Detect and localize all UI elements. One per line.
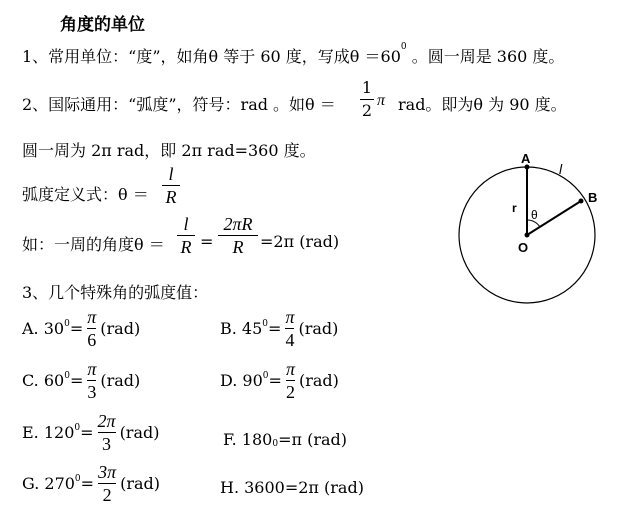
fraction-bar xyxy=(98,483,116,484)
fraction-numerator: π xyxy=(285,359,295,379)
angle-label: F. 180 xyxy=(223,429,273,449)
circle-diagram xyxy=(455,148,625,318)
fraction-denominator: R xyxy=(165,187,177,207)
angle-fraction xyxy=(98,411,116,454)
label-r: r xyxy=(512,201,517,215)
example-fraction-1 xyxy=(177,214,195,257)
fraction-numerator: 1 xyxy=(361,78,373,97)
angle-label: D. 90 xyxy=(220,371,263,390)
rad-unit: (rad) xyxy=(100,319,141,338)
fraction-denominator: 2 xyxy=(285,382,295,402)
angle-item xyxy=(220,307,338,350)
angle-item xyxy=(22,359,140,402)
fraction-bar xyxy=(162,185,180,186)
angle-fraction xyxy=(286,359,295,402)
fraction-bar xyxy=(98,432,116,433)
angle-label: B. 45 xyxy=(220,319,263,338)
item-1-text: 1、常用单位：“度”，如角θ 等于 60 度，写成θ ＝60 xyxy=(22,47,401,66)
item-3-text: 圆一周为 2π rad，即 2π rad=360 度。 xyxy=(22,141,316,160)
equals-sign: = xyxy=(69,319,84,338)
angle-label: E. 120 xyxy=(22,423,75,442)
angle-fraction xyxy=(98,462,116,505)
angle-label: A. 30 xyxy=(22,319,65,338)
degree-sup: 0 xyxy=(262,371,269,381)
fraction-denominator: 2 xyxy=(102,485,112,505)
degree-sup: 0 xyxy=(74,423,81,433)
fraction-denominator: R xyxy=(232,237,244,257)
section-3-heading: 3、几个特殊角的弧度值： xyxy=(22,283,209,302)
example-fraction-2 xyxy=(218,214,258,257)
equals-sign: = xyxy=(80,474,95,493)
definition-pre: 弧度定义式：θ ＝ xyxy=(22,185,149,204)
angle-fraction xyxy=(285,307,294,350)
rad-unit: (rad) xyxy=(100,371,141,390)
fraction-numerator: π xyxy=(87,359,97,379)
fraction-numerator: l xyxy=(168,164,174,184)
label-o: O xyxy=(518,240,529,255)
fraction-bar xyxy=(286,380,295,381)
definition-fraction xyxy=(162,164,180,207)
rad-unit: (rad) xyxy=(119,423,160,442)
fraction-bar xyxy=(177,235,195,236)
fraction-denominator: 3 xyxy=(87,382,97,402)
fraction-denominator: 4 xyxy=(285,330,295,350)
angle-item xyxy=(223,427,347,451)
angle-fraction xyxy=(87,359,96,402)
example-equals: = xyxy=(200,232,214,251)
item-1 xyxy=(22,44,564,67)
angle-text: H. 3600=2π (rad) xyxy=(220,478,364,497)
label-a: A xyxy=(521,151,531,166)
fraction-denominator: R xyxy=(180,237,192,257)
point-o xyxy=(525,233,530,238)
equals-sign: = xyxy=(268,319,282,338)
angle-label: G. 270 xyxy=(22,474,75,493)
equals-sign: = xyxy=(69,371,84,390)
page-title: 角度的单位 xyxy=(60,15,145,35)
degree-sup: 0 xyxy=(64,371,70,381)
angle-item xyxy=(22,462,160,505)
item-1-tail: 。圆一周是 360 度。 xyxy=(406,47,565,66)
rad-unit: (rad) xyxy=(120,474,161,493)
fraction-denominator: 6 xyxy=(87,330,97,350)
angle-item xyxy=(220,359,339,402)
fraction-numerator: 2π xyxy=(97,411,116,431)
equals-sign: = xyxy=(268,371,282,390)
fraction-bar xyxy=(285,328,294,329)
item-2-pre: 2、国际通用：“弧度”，符号：rad 。如θ ＝ xyxy=(22,95,336,114)
equals-sign: = xyxy=(80,423,94,442)
example-pre: 如：一周的角度θ ＝ xyxy=(22,235,165,254)
example-post: =2π (rad) xyxy=(260,232,340,251)
fraction-numerator: π xyxy=(285,307,295,327)
item-2-pi: π xyxy=(377,92,386,109)
label-theta: θ xyxy=(531,208,538,222)
fraction-denominator: 2 xyxy=(361,101,373,120)
degree-sup: 0 xyxy=(64,319,70,329)
fraction-bar xyxy=(360,99,374,100)
fraction-numerator: 3π xyxy=(98,462,117,482)
angle-text: =π (rad) xyxy=(278,429,347,449)
angle-item xyxy=(22,411,159,454)
angle-label: C. 60 xyxy=(22,371,65,390)
degree-sup: 0 xyxy=(272,439,279,449)
angle-item xyxy=(220,478,364,497)
fraction-numerator: π xyxy=(87,307,97,327)
fraction-bar xyxy=(87,380,96,381)
degree-sup: 0 xyxy=(74,474,81,484)
fraction-bar xyxy=(87,328,96,329)
label-l: l xyxy=(559,161,563,177)
label-b: B xyxy=(588,190,598,205)
angle-fraction xyxy=(87,307,96,350)
rad-unit: (rad) xyxy=(298,319,339,338)
point-b xyxy=(579,199,584,204)
item-2-post: rad。即为θ 为 90 度。 xyxy=(398,95,567,114)
angle-item xyxy=(22,307,140,350)
item-2-fraction xyxy=(360,78,374,121)
degree-sup: 0 xyxy=(400,42,407,52)
fraction-denominator: 3 xyxy=(102,434,112,454)
fraction-bar xyxy=(218,235,258,236)
fraction-numerator: l xyxy=(183,214,189,234)
rad-unit: (rad) xyxy=(298,371,339,390)
degree-sup: 0 xyxy=(262,319,269,329)
fraction-numerator: 2πR xyxy=(223,214,253,234)
